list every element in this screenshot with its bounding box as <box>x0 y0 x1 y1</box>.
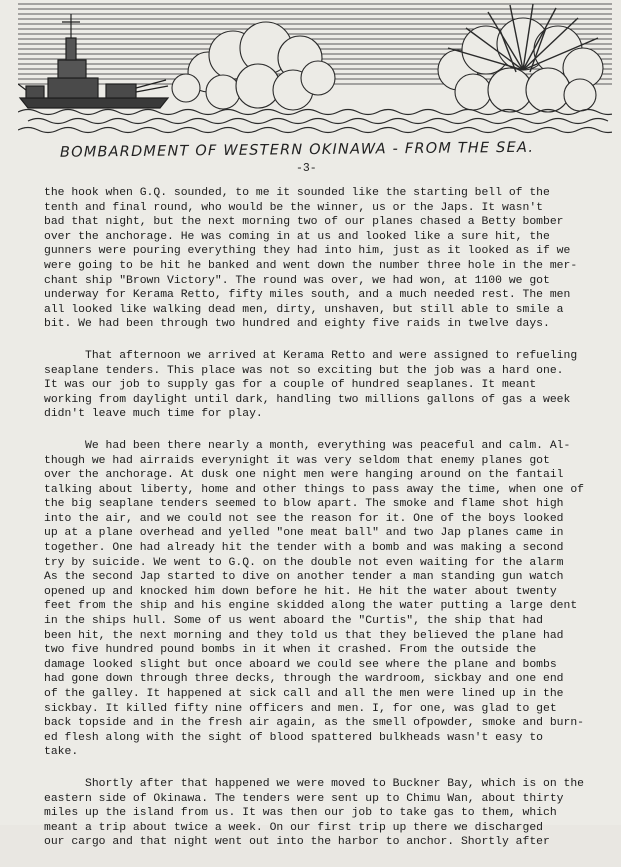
text-line: of the galley. It happened at sick call and all the men were lined up in the <box>44 688 564 700</box>
text-line: seaplane tenders. This place was not so exciting but the job was a hard one. <box>44 364 564 377</box>
text-line: our cargo and that night went out into the harbor to anchor. Shortly after <box>44 836 550 849</box>
battleship-icon <box>18 14 168 108</box>
text-line: been hit, the next morning and they told us that they believed the plane had <box>44 629 564 642</box>
text-line: over the anchorage. He was coming in at us and looked like a sure hit, the <box>44 230 550 243</box>
text-line: We had been there nearly a month, everything was peaceful and calm. Al- <box>44 439 571 452</box>
text-line: chant ship "Brown Victory". The round was over, we had won, at 1100 we got <box>44 274 550 287</box>
text-line: together. One had already hit the tender with a bomb and was making a second <box>44 542 564 555</box>
text-line: talking about liberty, home and other things to pass away the time, when one of <box>44 483 585 496</box>
text-line: the big seaplane tenders seemed to blow apart. The smoke and flame shot high <box>44 498 564 511</box>
sea-waves <box>18 110 612 133</box>
text-line: back topside and in the fresh air again, as the smell ofpowder, smoke and burn- <box>44 717 585 730</box>
body-text <box>44 186 616 867</box>
text-line: sickbay. It killed fifty nine officers and men. I, for one, was glad to get <box>44 702 557 715</box>
text-line: had gone down through three decks, through the wardroom, sickbay and one end <box>44 673 564 686</box>
text-line: feet from the ship and his engine skidded along the water putting a large dent <box>44 600 578 613</box>
text-line: damage looked slight but once aboard we could see where the plane and bombs <box>44 658 557 671</box>
page-number: -3- <box>296 162 317 175</box>
header-illustration <box>18 0 612 140</box>
text-line: As the second Jap started to dive on another tender a man standing gun watch <box>44 571 564 584</box>
text-line: gunners were pouring everything they had into him, just as it looked as if we <box>44 245 571 258</box>
text-line: working from daylight until dark, handling two millions gallons of gas a week <box>44 393 571 406</box>
text-line: ed flesh along with the sight of blood spattered bulkheads wasn't easy to <box>44 731 543 744</box>
paragraph <box>44 777 616 850</box>
text-line: two five hundred pound bombs in it when it crashed. From the outside the <box>44 644 537 657</box>
paragraph <box>44 439 616 760</box>
text-line: were going to be hit he banked and went down the number three hole in the mer- <box>44 259 578 272</box>
text-line: in the ships hull. Some of us went aboard the "Curtis", the ship that had <box>44 615 543 628</box>
text-line: bit. We had been through two hundred and eighty five raids in twelve days. <box>44 318 550 331</box>
paragraph <box>44 349 616 422</box>
text-line: eastern side of Okinawa. The tenders were sent up to Chimu Wan, about thirty <box>44 792 564 805</box>
text-line: the hook when G.Q. sounded, to me it sounded like the starting bell of the <box>44 187 550 199</box>
text-line: Shortly after that happened we were moved to Buckner Bay, which is on the <box>44 777 585 790</box>
smoke-clouds <box>172 22 335 110</box>
text-line: take. <box>44 746 79 759</box>
text-line: It was our job to supply gas for a couple of hundred seaplanes. It meant <box>44 379 537 392</box>
paragraph <box>44 186 616 332</box>
text-line: meant a trip about twice a week. On our first trip up there we discharged <box>44 821 543 834</box>
text-line: over the anchorage. At dusk one night men were hanging around on the fantail <box>44 469 564 482</box>
text-line: all looked like walking dead men, dirty, unshaven, but still able to smile a <box>44 303 564 316</box>
explosion <box>438 4 603 112</box>
text-line: try by suicide. We went to G.Q. on the double not even waiting for the alarm <box>44 556 564 569</box>
text-line: up at a plane overhead and yelled "one meat ball" and two Jap planes came in <box>44 527 564 540</box>
text-line: bad that night, but the next morning two of our planes chased a Betty bomber <box>44 216 564 229</box>
text-line: underway for Kerama Retto, fifty miles south, and a much needed rest. The men <box>44 289 571 302</box>
text-line: though we had airraids everynight it was very seldom that enemy planes got <box>44 454 550 467</box>
text-line: didn't leave much time for play. <box>44 408 263 421</box>
text-line: miles up the island from us. It was then our job to take gas to them, which <box>44 807 557 820</box>
text-line: into the air, and we could not see the reason for it. One of the boys looked <box>44 512 564 525</box>
text-line: opened up and knocked him down before he hit. He hit the water about twenty <box>44 585 557 598</box>
text-line: tenth and final round, who would be the winner, us or the Japs. It wasn't <box>44 201 543 214</box>
page-title: BOMBARDMENT OF WESTERN OKINAWA - FROM THE SEA. <box>59 139 535 161</box>
text-line: That afternoon we arrived at Kerama Retto and were assigned to refueling <box>44 349 578 362</box>
